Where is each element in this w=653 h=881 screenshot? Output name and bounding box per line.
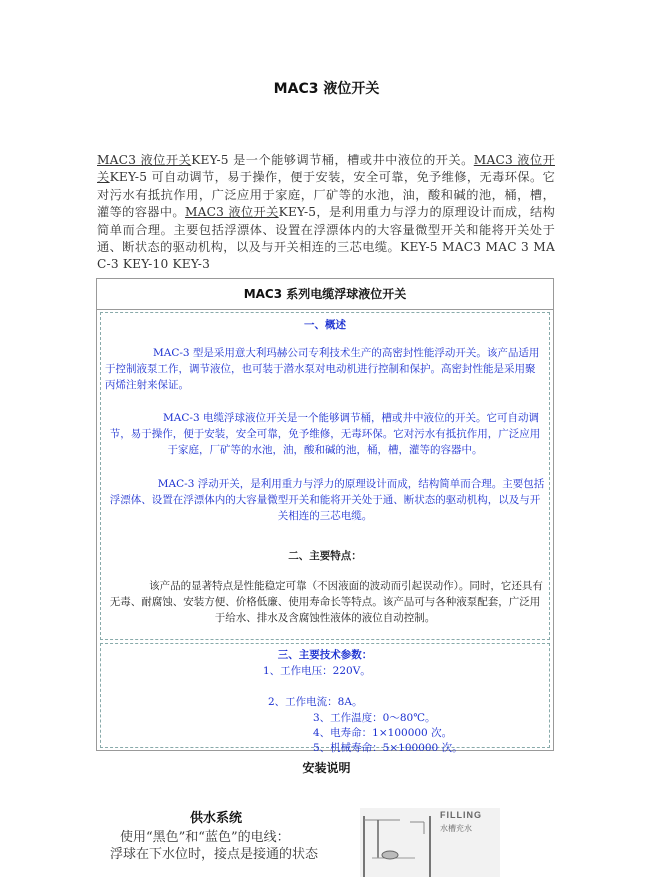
install-heading: 安装说明 xyxy=(302,761,351,775)
overview-para-3: MAC-3 浮动开关，是利用重力与浮力的原理设计而成，结构简单而合理。主要包括浮漂体、设置在浮漂体内的大容量微型开关和能将开关处于通、断状态的驱动机构，以及与开关相连的三芯电缆。 xyxy=(109,478,545,522)
overview-heading: 一、概述 xyxy=(304,319,346,331)
overview-cell xyxy=(100,312,550,640)
page-title: MAC3 液位开关 xyxy=(273,81,380,97)
intro-text-1: KEY-5 是一个能够调节桶，槽或井中液位的开关。 xyxy=(191,153,474,167)
features-para: 该产品的显著特点是性能稳定可靠（不因液面的波动而引起误动作）。同时，它还具有无毒、耐腐蚀、安装方便、价格低廉、使用寿命长等特点。该产品可与各种液泵配套，广泛用于给水、排水及含腐蚀性液体的液位自动控制。 xyxy=(109,580,543,624)
intro-link-3[interactable]: MAC3 液位开关 xyxy=(184,205,279,220)
param-item: 4、电寿命：1×100000 次。 xyxy=(313,727,453,739)
param-item: 2、工作电流：8A。 xyxy=(268,696,363,708)
float-state-instruction: 浮球在下水位时，接点是接通的状态 xyxy=(110,847,319,862)
filling-label: FILLING xyxy=(440,810,482,820)
param-item: 3、工作温度：0～80℃。 xyxy=(313,712,436,724)
params-cell xyxy=(100,643,550,754)
wiring-instruction: 使用“黑色”和“蓝色”的电线： xyxy=(120,830,290,845)
filling-diagram xyxy=(360,808,500,877)
spec-table-title: MAC3 系列电缆浮球液位开关 xyxy=(97,279,553,310)
features-heading: 二、主要特点： xyxy=(288,550,362,562)
intro-link-1[interactable]: MAC3 液位开关 xyxy=(97,153,192,167)
intro-text-2: KEY-5 可自动调节，易于操作，便于安装，安全可靠，免予维修，无毒环保。它对污水有抵抗作用，广泛应用于家庭，厂矿等的水池，油，酸和碱的池，桶，槽，灌等的容器中。 xyxy=(97,170,555,220)
overview-para-2: MAC-3 电缆浮球液位开关是一个能够调节桶，槽或井中液位的开关。它可自动调节，易于操作，便于安装，安全可靠，免予维修，无毒环保。它对污水有抵抗作用，广泛应用于家庭，厂矿等的水池，油，酸和碱的池，桶，槽，灌等的容器中。 xyxy=(109,412,541,456)
spec-table xyxy=(96,278,554,754)
intro-link-2[interactable]: MAC3 液位开关 xyxy=(97,153,555,185)
intro-paragraph xyxy=(97,152,555,274)
overview-para-1: MAC-3 型是采用意大利玛赫公司专利技术生产的高密封性能浮动开关。该产品适用于控制液泵工作，调节液位，也可装于潜水泵对电动机进行控制和保护。高密封性能是采用聚丙烯注射来保证。 xyxy=(105,347,540,391)
filling-label-cn: 水槽充水 xyxy=(440,824,472,833)
water-supply-heading: 供水系统 xyxy=(189,811,242,826)
params-heading: 三、主要技术参数： xyxy=(277,649,373,661)
intro-text-3: KEY-5，是利用重力与浮力的原理设计而成，结构简单而合理。主要包括浮漂体、设置在浮漂体内的大容量微型开关和能将开关处于通、断状态的驱动机构，以及与开关相连的三芯电缆。KEY-5 MAC3 MAC 3 MAC-3 KEY-10 KEY-3 xyxy=(97,205,555,272)
param-item: 1、工作电压：220V。 xyxy=(263,665,371,677)
param-item: 5、机械寿命：5×100000 次。 xyxy=(313,742,463,754)
